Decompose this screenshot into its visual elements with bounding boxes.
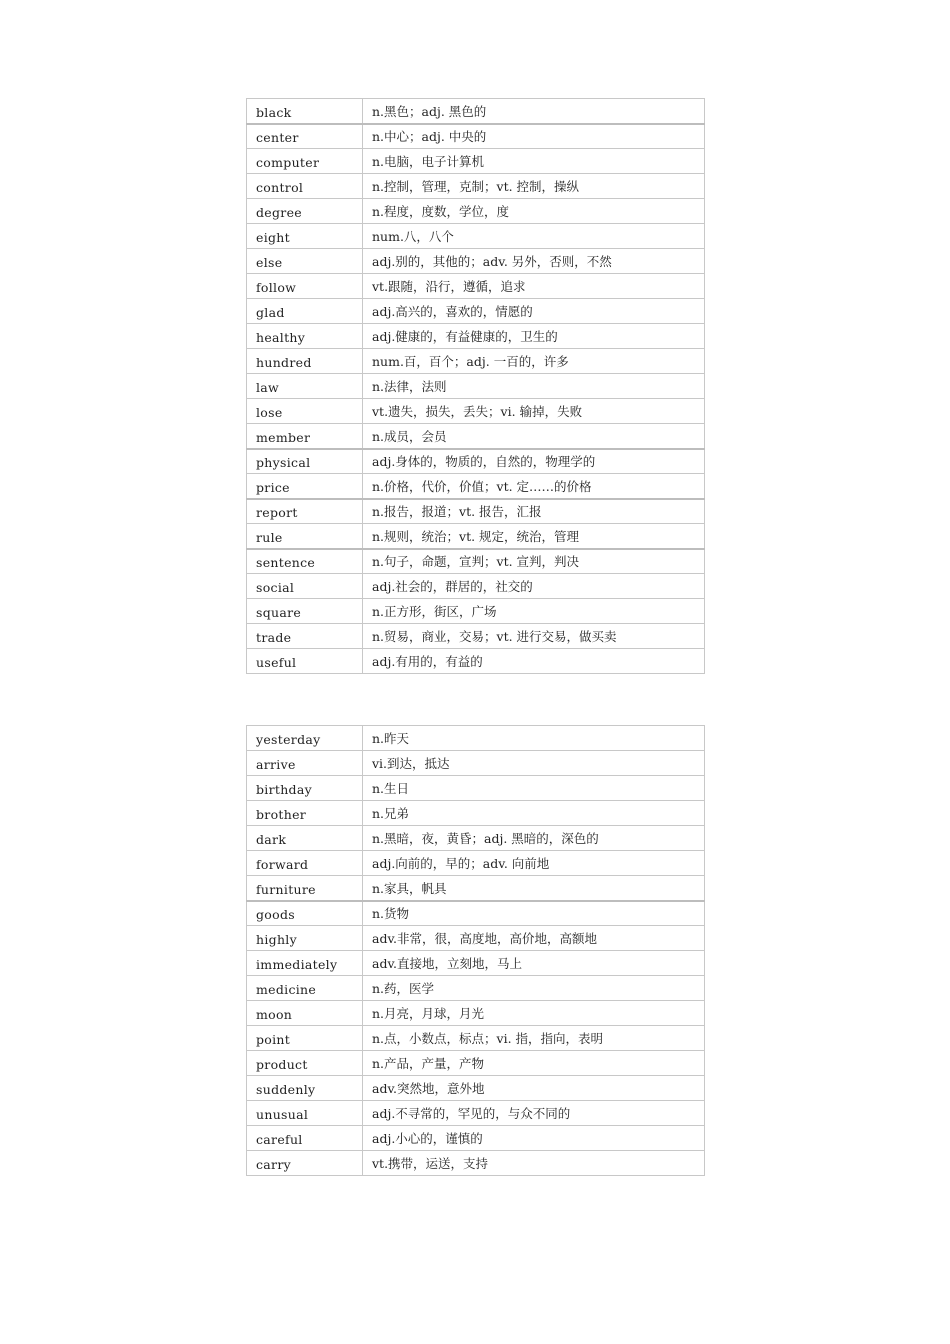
vocab-word: yesterday <box>247 726 363 751</box>
vocab-word: carry <box>247 1151 363 1176</box>
vocab-row <box>247 249 705 274</box>
vocab-meaning: n.价格，代价，价值；vt. 定……的价格 <box>363 474 705 499</box>
vocab-word: lose <box>247 399 363 424</box>
vocab-row <box>247 149 705 174</box>
vocab-row <box>247 274 705 299</box>
vocab-word: useful <box>247 649 363 674</box>
vocab-word: degree <box>247 199 363 224</box>
vocab-row <box>247 599 705 624</box>
vocab-word: immediately <box>247 951 363 976</box>
vocab-row <box>247 976 705 1001</box>
vocab-word: medicine <box>247 976 363 1001</box>
vocab-word: else <box>247 249 363 274</box>
vocab-row <box>247 524 705 549</box>
vocab-table-1 <box>246 98 705 674</box>
vocab-word: highly <box>247 926 363 951</box>
vocab-row <box>247 499 705 524</box>
vocab-row <box>247 901 705 926</box>
vocab-row <box>247 951 705 976</box>
vocab-table-body <box>247 726 705 1176</box>
vocab-word: computer <box>247 149 363 174</box>
vocab-word: report <box>247 499 363 524</box>
vocab-row <box>247 726 705 751</box>
vocab-meaning: n.生日 <box>363 776 705 801</box>
vocab-row <box>247 1151 705 1176</box>
vocab-meaning: vt.携带，运送，支持 <box>363 1151 705 1176</box>
vocab-row <box>247 574 705 599</box>
vocab-word: control <box>247 174 363 199</box>
vocab-word: sentence <box>247 549 363 574</box>
vocab-meaning: n.药，医学 <box>363 976 705 1001</box>
vocab-row <box>247 1076 705 1101</box>
vocab-meaning: adj.社会的，群居的，社交的 <box>363 574 705 599</box>
vocab-meaning: adj.健康的，有益健康的，卫生的 <box>363 324 705 349</box>
vocab-meaning: n.月亮，月球，月光 <box>363 1001 705 1026</box>
vocab-word: center <box>247 124 363 149</box>
vocab-row <box>247 1001 705 1026</box>
vocab-meaning: vi.到达，抵达 <box>363 751 705 776</box>
vocab-meaning: n.规则，统治；vt. 规定，统治，管理 <box>363 524 705 549</box>
vocab-word: unusual <box>247 1101 363 1126</box>
vocab-row <box>247 399 705 424</box>
vocab-table-2 <box>246 725 705 1176</box>
vocab-row <box>247 199 705 224</box>
vocab-meaning: vt.遗失，损失，丢失；vi. 输掉，失败 <box>363 399 705 424</box>
vocab-row <box>247 876 705 901</box>
vocab-word: suddenly <box>247 1076 363 1101</box>
vocab-meaning: n.成员，会员 <box>363 424 705 449</box>
vocab-word: black <box>247 99 363 124</box>
vocab-meaning: adj.小心的，谨慎的 <box>363 1126 705 1151</box>
vocab-meaning: adj.有用的，有益的 <box>363 649 705 674</box>
vocab-row <box>247 826 705 851</box>
vocab-meaning: n.昨天 <box>363 726 705 751</box>
vocab-meaning: n.黑色；adj. 黑色的 <box>363 99 705 124</box>
vocab-row <box>247 374 705 399</box>
vocab-meaning: vt.跟随，沿行，遵循，追求 <box>363 274 705 299</box>
vocab-word: careful <box>247 1126 363 1151</box>
vocab-row <box>247 624 705 649</box>
vocab-meaning: adj.向前的，早的；adv. 向前地 <box>363 851 705 876</box>
vocab-row <box>247 349 705 374</box>
vocab-row <box>247 1101 705 1126</box>
vocab-meaning: adv.直接地，立刻地，马上 <box>363 951 705 976</box>
vocab-word: member <box>247 424 363 449</box>
vocab-row <box>247 751 705 776</box>
vocab-word: goods <box>247 901 363 926</box>
vocab-row <box>247 851 705 876</box>
vocab-row <box>247 474 705 499</box>
vocab-meaning: adv.非常，很，高度地，高价地，高额地 <box>363 926 705 951</box>
vocab-word: trade <box>247 624 363 649</box>
vocab-row <box>247 1026 705 1051</box>
vocab-meaning: n.程度，度数，学位，度 <box>363 199 705 224</box>
vocab-word: product <box>247 1051 363 1076</box>
vocab-word: forward <box>247 851 363 876</box>
vocab-row <box>247 424 705 449</box>
vocab-word: glad <box>247 299 363 324</box>
vocab-meaning: n.报告，报道；vt. 报告，汇报 <box>363 499 705 524</box>
vocab-meaning: adj.别的，其他的；adv. 另外，否则，不然 <box>363 249 705 274</box>
vocab-meaning: adj.身体的，物质的，自然的，物理学的 <box>363 449 705 474</box>
vocab-word: brother <box>247 801 363 826</box>
vocab-meaning: n.点，小数点，标点；vi. 指，指向，表明 <box>363 1026 705 1051</box>
vocab-row <box>247 649 705 674</box>
vocab-row <box>247 124 705 149</box>
vocab-word: square <box>247 599 363 624</box>
vocab-word: follow <box>247 274 363 299</box>
vocab-row <box>247 801 705 826</box>
vocab-word: arrive <box>247 751 363 776</box>
vocab-meaning: n.产品，产量，产物 <box>363 1051 705 1076</box>
vocab-word: furniture <box>247 876 363 901</box>
vocab-row <box>247 549 705 574</box>
vocab-meaning: num.百，百个；adj. 一百的，许多 <box>363 349 705 374</box>
vocab-row <box>247 324 705 349</box>
vocab-word: healthy <box>247 324 363 349</box>
vocab-word: point <box>247 1026 363 1051</box>
vocab-word: rule <box>247 524 363 549</box>
vocab-meaning: adj.不寻常的，罕见的，与众不同的 <box>363 1101 705 1126</box>
vocab-word: hundred <box>247 349 363 374</box>
vocab-row <box>247 99 705 124</box>
vocab-meaning: n.兄弟 <box>363 801 705 826</box>
vocab-word: birthday <box>247 776 363 801</box>
vocab-meaning: num.八，八个 <box>363 224 705 249</box>
vocab-meaning: n.电脑，电子计算机 <box>363 149 705 174</box>
vocab-meaning: n.控制，管理，克制；vt. 控制，操纵 <box>363 174 705 199</box>
vocab-row <box>247 449 705 474</box>
vocab-row <box>247 224 705 249</box>
vocab-row <box>247 1126 705 1151</box>
vocab-meaning: n.中心；adj. 中央的 <box>363 124 705 149</box>
vocab-row <box>247 776 705 801</box>
vocab-word: law <box>247 374 363 399</box>
vocab-word: eight <box>247 224 363 249</box>
vocab-row <box>247 299 705 324</box>
vocab-meaning: adv.突然地，意外地 <box>363 1076 705 1101</box>
vocab-meaning: n.正方形，街区，广场 <box>363 599 705 624</box>
vocab-meaning: n.黑暗，夜，黄昏；adj. 黑暗的，深色的 <box>363 826 705 851</box>
vocab-meaning: adj.高兴的，喜欢的，情愿的 <box>363 299 705 324</box>
vocab-row <box>247 1051 705 1076</box>
vocab-meaning: n.句子，命题，宣判；vt. 宣判，判决 <box>363 549 705 574</box>
vocab-word: price <box>247 474 363 499</box>
vocab-row <box>247 926 705 951</box>
vocab-meaning: n.家具，帆具 <box>363 876 705 901</box>
vocab-word: social <box>247 574 363 599</box>
vocab-meaning: n.贸易，商业，交易；vt. 进行交易，做买卖 <box>363 624 705 649</box>
vocab-meaning: n.货物 <box>363 901 705 926</box>
vocab-word: moon <box>247 1001 363 1026</box>
vocab-row <box>247 174 705 199</box>
vocab-word: dark <box>247 826 363 851</box>
vocab-table-body <box>247 99 705 674</box>
vocab-meaning: n.法律，法则 <box>363 374 705 399</box>
vocab-word: physical <box>247 449 363 474</box>
